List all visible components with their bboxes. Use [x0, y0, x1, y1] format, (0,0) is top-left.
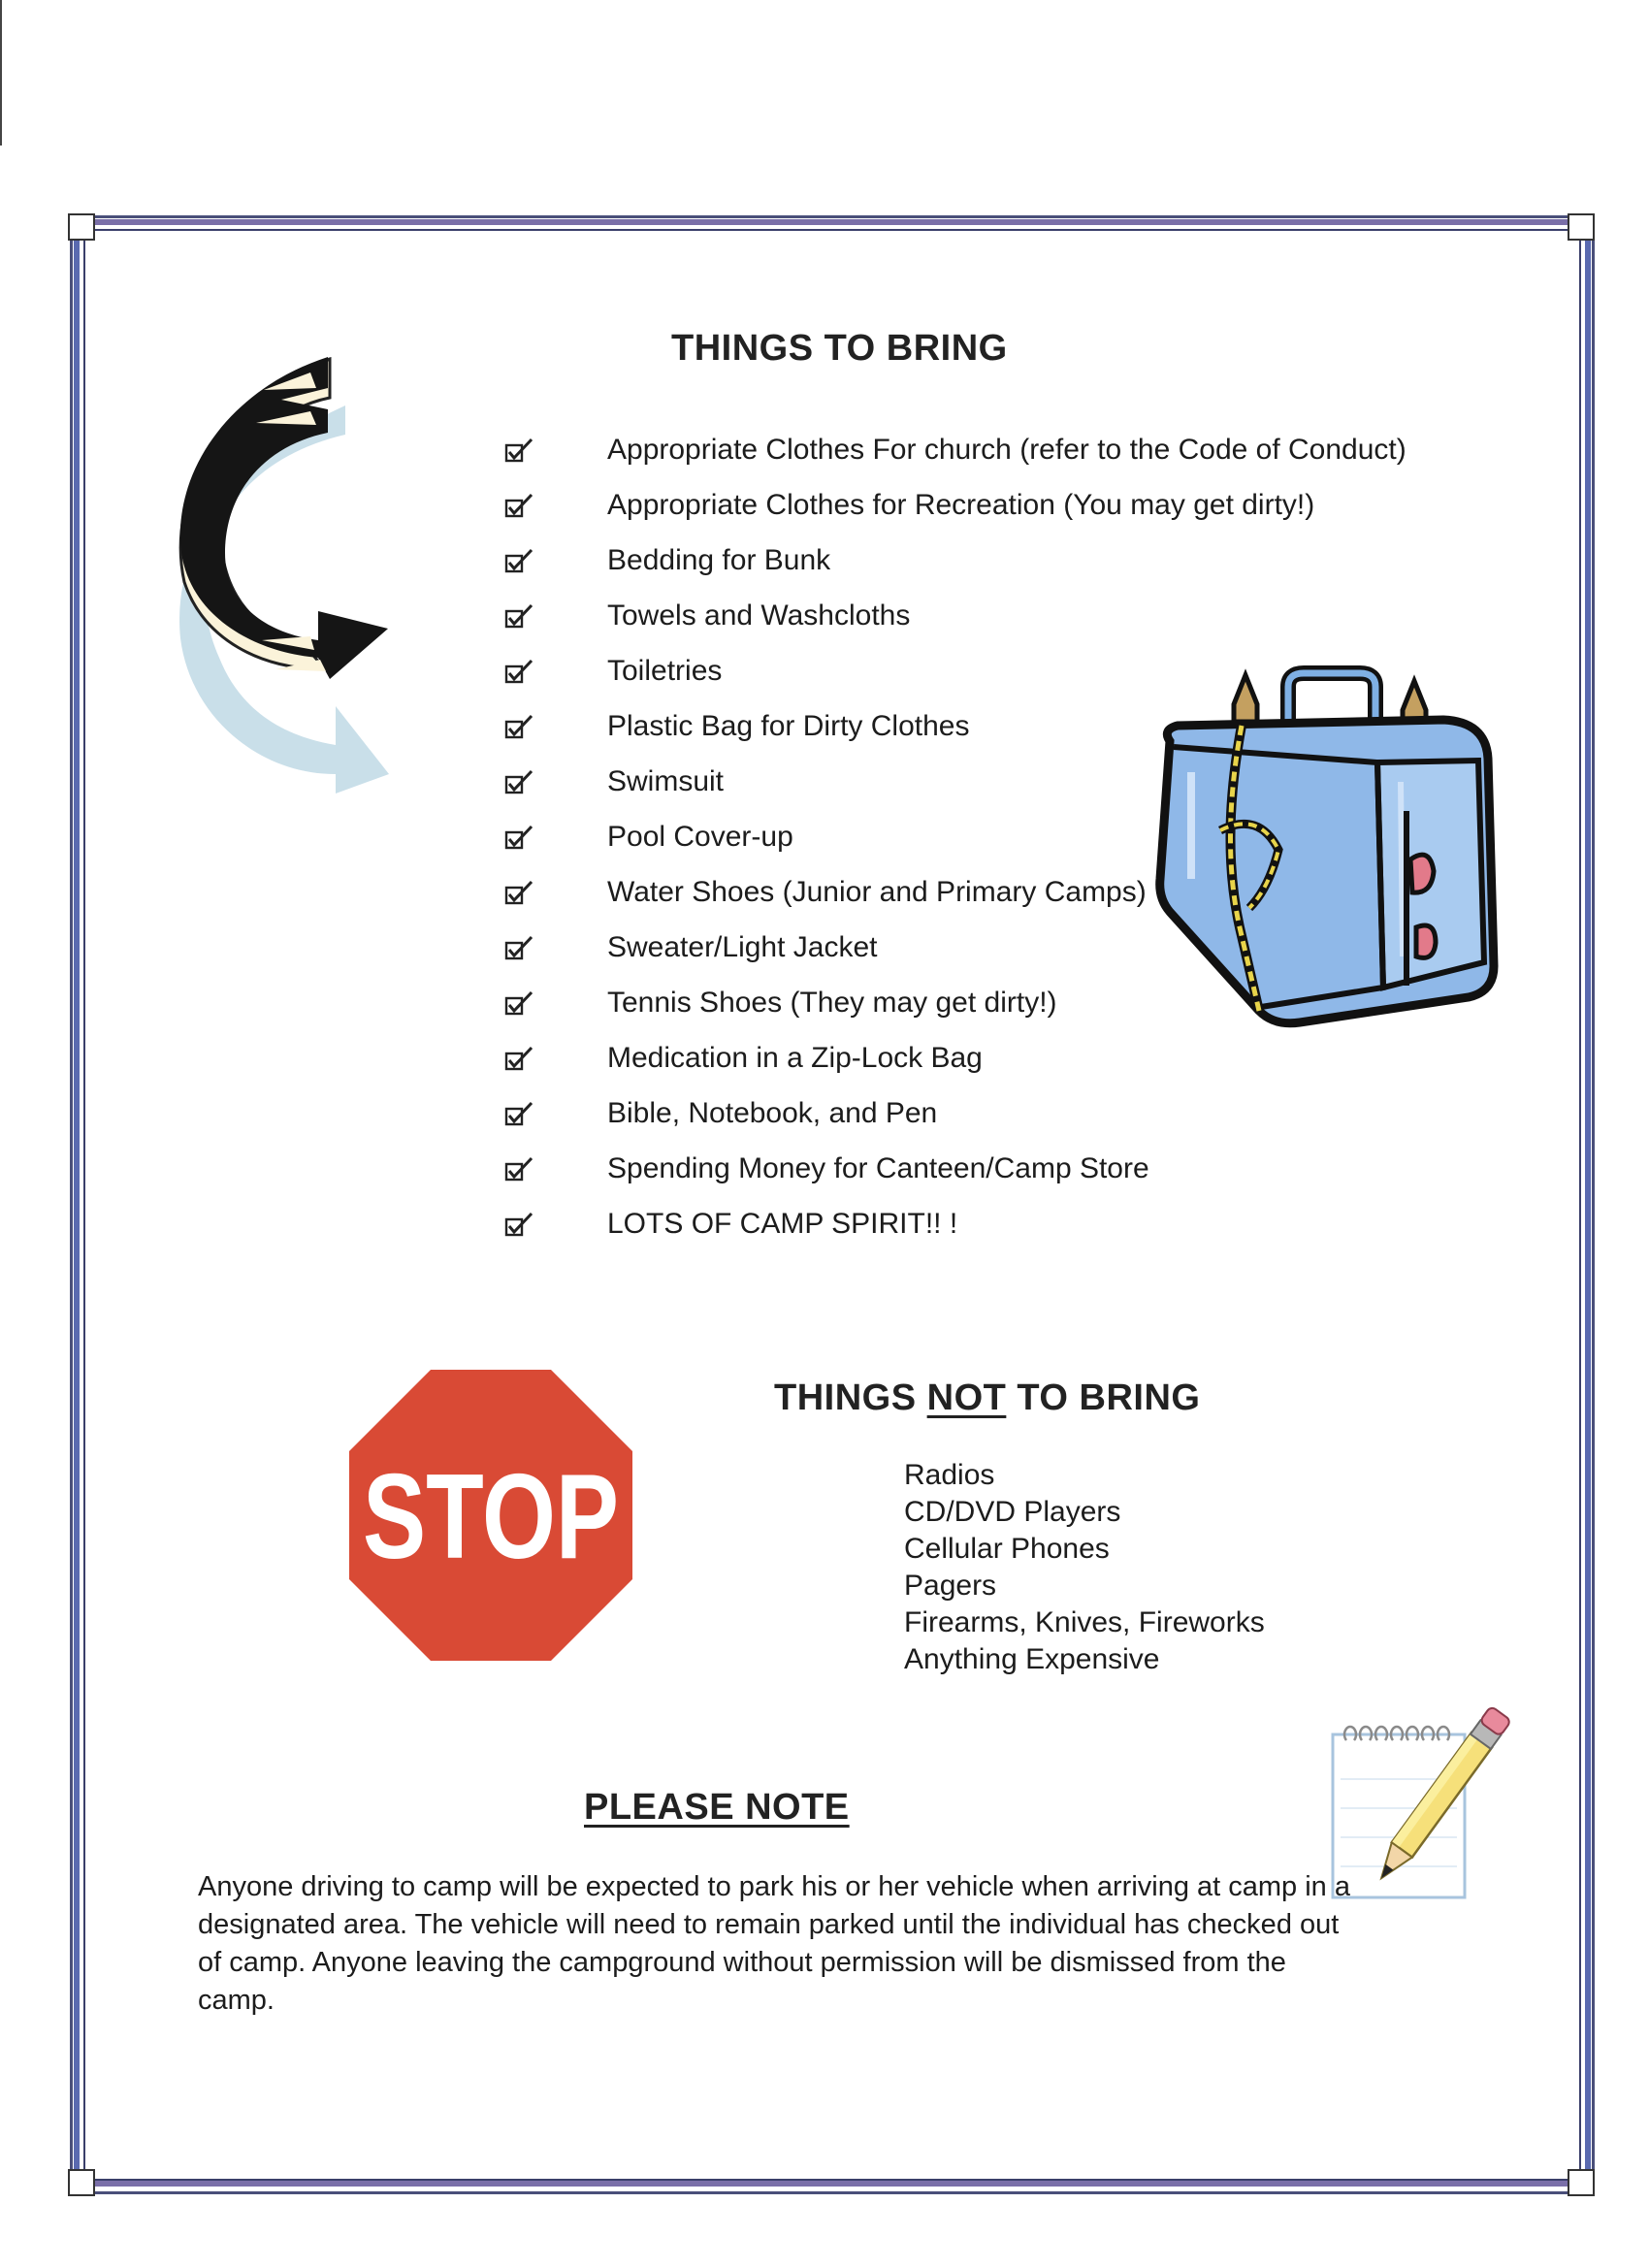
checkbox-icon: [504, 769, 534, 794]
list-item: [504, 477, 1406, 533]
suitcase-icon: [1152, 665, 1502, 1026]
bring-item-label: Water Shoes (Junior and Primary Camps): [607, 875, 1147, 908]
list-item: [504, 533, 1406, 588]
checkbox-icon: [504, 603, 534, 629]
please-note-text: Anyone driving to camp will be expected to park his or her vehicle when arriving at camp in a designated area. The vehicle will need to remain parked until the individual has checked out of camp. Anyone leaving the campground without permission will be dismissed from the camp.: [198, 1871, 1350, 2016]
bring-item-label: Appropriate Clothes For church (refer to the Code of Conduct): [607, 433, 1406, 466]
bring-item-label: Towels and Washcloths: [607, 599, 911, 632]
checkbox-icon: [504, 825, 534, 850]
checkbox-icon: [504, 1046, 534, 1071]
checkbox-icon: [504, 880, 534, 905]
please-note-title: PLEASE NOTE: [584, 1787, 850, 1828]
page-frame-band-bottom: [89, 2181, 1575, 2187]
list-item: [504, 1141, 1406, 1196]
things-not-to-bring-title: [774, 1377, 1200, 1419]
curved-arrow-icon: [155, 349, 398, 757]
stop-sign-icon: [345, 1366, 636, 1665]
frame-corner-bottom-right: [1568, 2169, 1595, 2196]
list-item: [504, 1196, 1406, 1251]
bring-item-label: Pool Cover-up: [607, 820, 793, 853]
bring-item-label: Tennis Shoes (They may get dirty!): [607, 986, 1057, 1019]
list-item: [504, 1085, 1406, 1141]
list-item: Pagers: [904, 1570, 997, 1602]
checkbox-icon: [504, 1156, 534, 1182]
checkbox-icon: [504, 493, 534, 518]
list-item: [504, 422, 1406, 477]
things-not-to-bring-list: [904, 1457, 1265, 1678]
checkbox-icon: [504, 935, 534, 960]
stop-sign-label: STOP: [363, 1450, 619, 1584]
checkbox-icon: [504, 437, 534, 463]
page-frame-band-top: [89, 219, 1575, 225]
bring-item-label: Appropriate Clothes for Recreation (You may get dirty!): [607, 488, 1315, 521]
bring-item-label: LOTS OF CAMP SPIRIT!! !: [607, 1207, 958, 1240]
checkbox-icon: [504, 990, 534, 1016]
list-item: Cellular Phones: [904, 1533, 1110, 1565]
bring-item-label: Toiletries: [607, 654, 723, 687]
list-item: Firearms, Knives, Fireworks: [904, 1606, 1265, 1638]
bring-item-label: Bible, Notebook, and Pen: [607, 1096, 938, 1129]
checkbox-icon: [504, 1212, 534, 1237]
frame-corner-top-left: [68, 213, 95, 241]
frame-corner-top-right: [1568, 213, 1595, 241]
checkbox-icon: [504, 659, 534, 684]
things-to-bring-title: THINGS TO BRING: [671, 328, 1008, 369]
frame-corner-bottom-left: [68, 2169, 95, 2196]
not-title-suffix: TO BRING: [1006, 1377, 1201, 1418]
page-frame-band-left: [74, 233, 80, 2181]
bring-item-label: Swimsuit: [607, 764, 725, 797]
bring-item-label: Plastic Bag for Dirty Clothes: [607, 709, 970, 742]
list-item: Anything Expensive: [904, 1643, 1160, 1675]
checkbox-icon: [504, 1101, 534, 1126]
list-item: [504, 588, 1406, 643]
checkbox-icon: [504, 548, 534, 573]
not-title-prefix: THINGS: [774, 1377, 927, 1418]
bring-item-label: Medication in a Zip-Lock Bag: [607, 1041, 983, 1074]
bring-item-label: Sweater/Light Jacket: [607, 930, 878, 963]
list-item: [504, 1030, 1406, 1085]
list-item: CD/DVD Players: [904, 1496, 1121, 1528]
bring-item-label: Spending Money for Canteen/Camp Store: [607, 1151, 1149, 1184]
list-item: Radios: [904, 1459, 995, 1491]
checkbox-icon: [504, 714, 534, 739]
bring-item-label: Bedding for Bunk: [607, 543, 831, 576]
page-frame-band-right: [1585, 233, 1591, 2181]
scan-edge-mark: [0, 0, 2, 146]
not-title-emphasis: NOT: [926, 1377, 1007, 1418]
